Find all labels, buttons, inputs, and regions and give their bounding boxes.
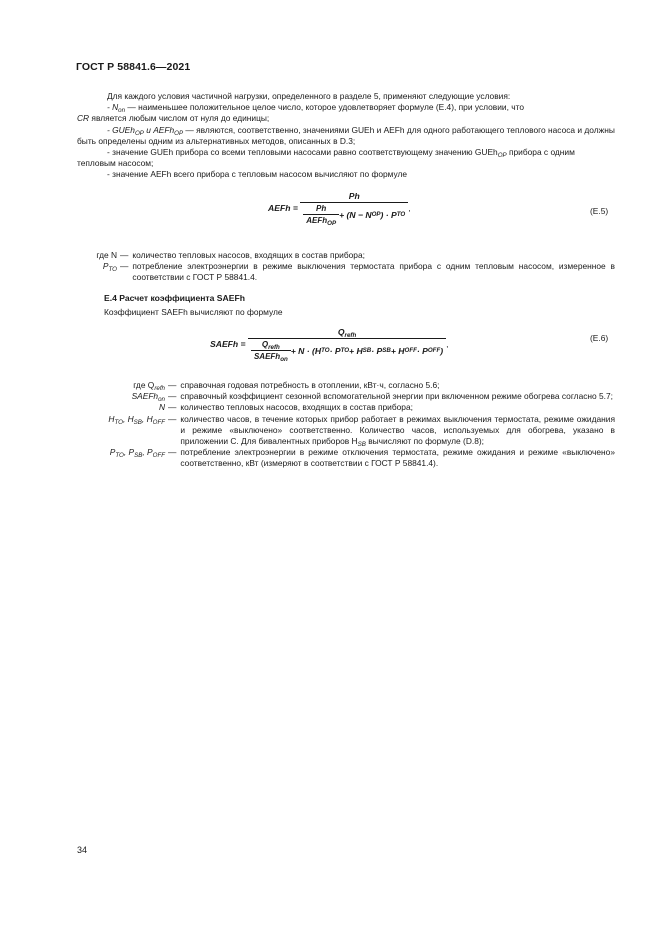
intro-line: Для каждого условия частичной нагрузки, определенного в разделе 5, применяют следующие условия:: [107, 91, 511, 101]
definition-row: N — количество тепловых насосов, входящих в состав прибора;: [158, 402, 413, 413]
intro-item-3: - значение GUEh прибора со всеми тепловыми насосами равно соответствующему значению GUEh$_{OP}$ прибора с одним тепловым насосом;: [77, 147, 575, 169]
definition-row: $P_{TO}$, $P_{SB}$, $P_{OFF}$ — потребление электроэнергии в режиме отключения термостата, режиме ожидания и режиме «выключено» соответственно, кВт (измеряют в соответствии с ГОСТ Р 58841.4).: [109, 447, 615, 469]
formula-e5: AEFh = Ph $\frac{Ph}{AEFh_{OP}}$ + (N − N OP ) · P TO ,: [268, 191, 411, 227]
formula-e6: SAEFh = $Q_{refh}$ $\frac{Q_{refh}}{SAEFh_{on}}$ + N · (H TO · P TO + H SB · P SB + H OFF · P OFF ) ,: [210, 327, 449, 363]
page-header: ГОСТ Р 58841.6—2021: [76, 61, 191, 73]
intro-item-4: - значение AEFh всего прибора с тепловым насосом вычисляют по формуле: [107, 169, 408, 180]
intro-item-1: - $N_{on}$ — наименьшее положительное целое число, которое удовлетворяет формуле (E.4), при условии, что CR является любым числом от нуля до единицы;: [77, 102, 524, 124]
definition-row: SAEFh$_{on}$ — справочный коэффициент сезонной вспомогательной энергии при включенном режиме обогрева согласно 5.7;: [131, 391, 613, 404]
section-intro: Коэффициент SAEFh вычисляют по формуле: [104, 307, 283, 317]
definitions-e6: [77, 380, 615, 470]
definition-row: где $Q_{refh}$ — справочная годовая потребность в отоплении, кВт·ч, согласно 5.6;: [133, 380, 440, 392]
definition-row: $P_{TO}$ — потребление электроэнергии в режиме выключения термостата прибора с одним тепловым насосом, измеренное в соответствии с ГОСТ Р 58841.4.: [102, 261, 615, 283]
page-number: 34: [77, 845, 88, 855]
intro-text: [77, 91, 615, 181]
formula-e6-number: (E.6): [590, 333, 609, 343]
definition-row: $H_{TO}$, $H_{SB}$, $H_{OFF}$ — количество часов, в течение которых прибор работает в режимах выключения термостата, режиме ожидания и режиме «выключено» соответственно. Количество часов, используемых для обогрева, указано в приложении С. Для бивалентных приборов $H_{SB}$ вычисляют по формуле (D.8);: [108, 413, 615, 449]
definition-row: где N — количество тепловых насосов, входящих в состав прибора;: [96, 250, 365, 260]
section-heading: E.4 Расчет коэффициента SAEFh: [104, 293, 245, 303]
formula-e5-number: (E.5): [590, 206, 609, 216]
definitions-e5: [77, 250, 615, 284]
intro-item-2: - GUEh$_{OP}$ и AEFh$_{OP}$ — являются, соответственно, значениями GUEh и AEFh для одного работающего теплового насоса и должны быть определены одним из альтернативных методов, описанных в D.3;: [77, 124, 615, 146]
